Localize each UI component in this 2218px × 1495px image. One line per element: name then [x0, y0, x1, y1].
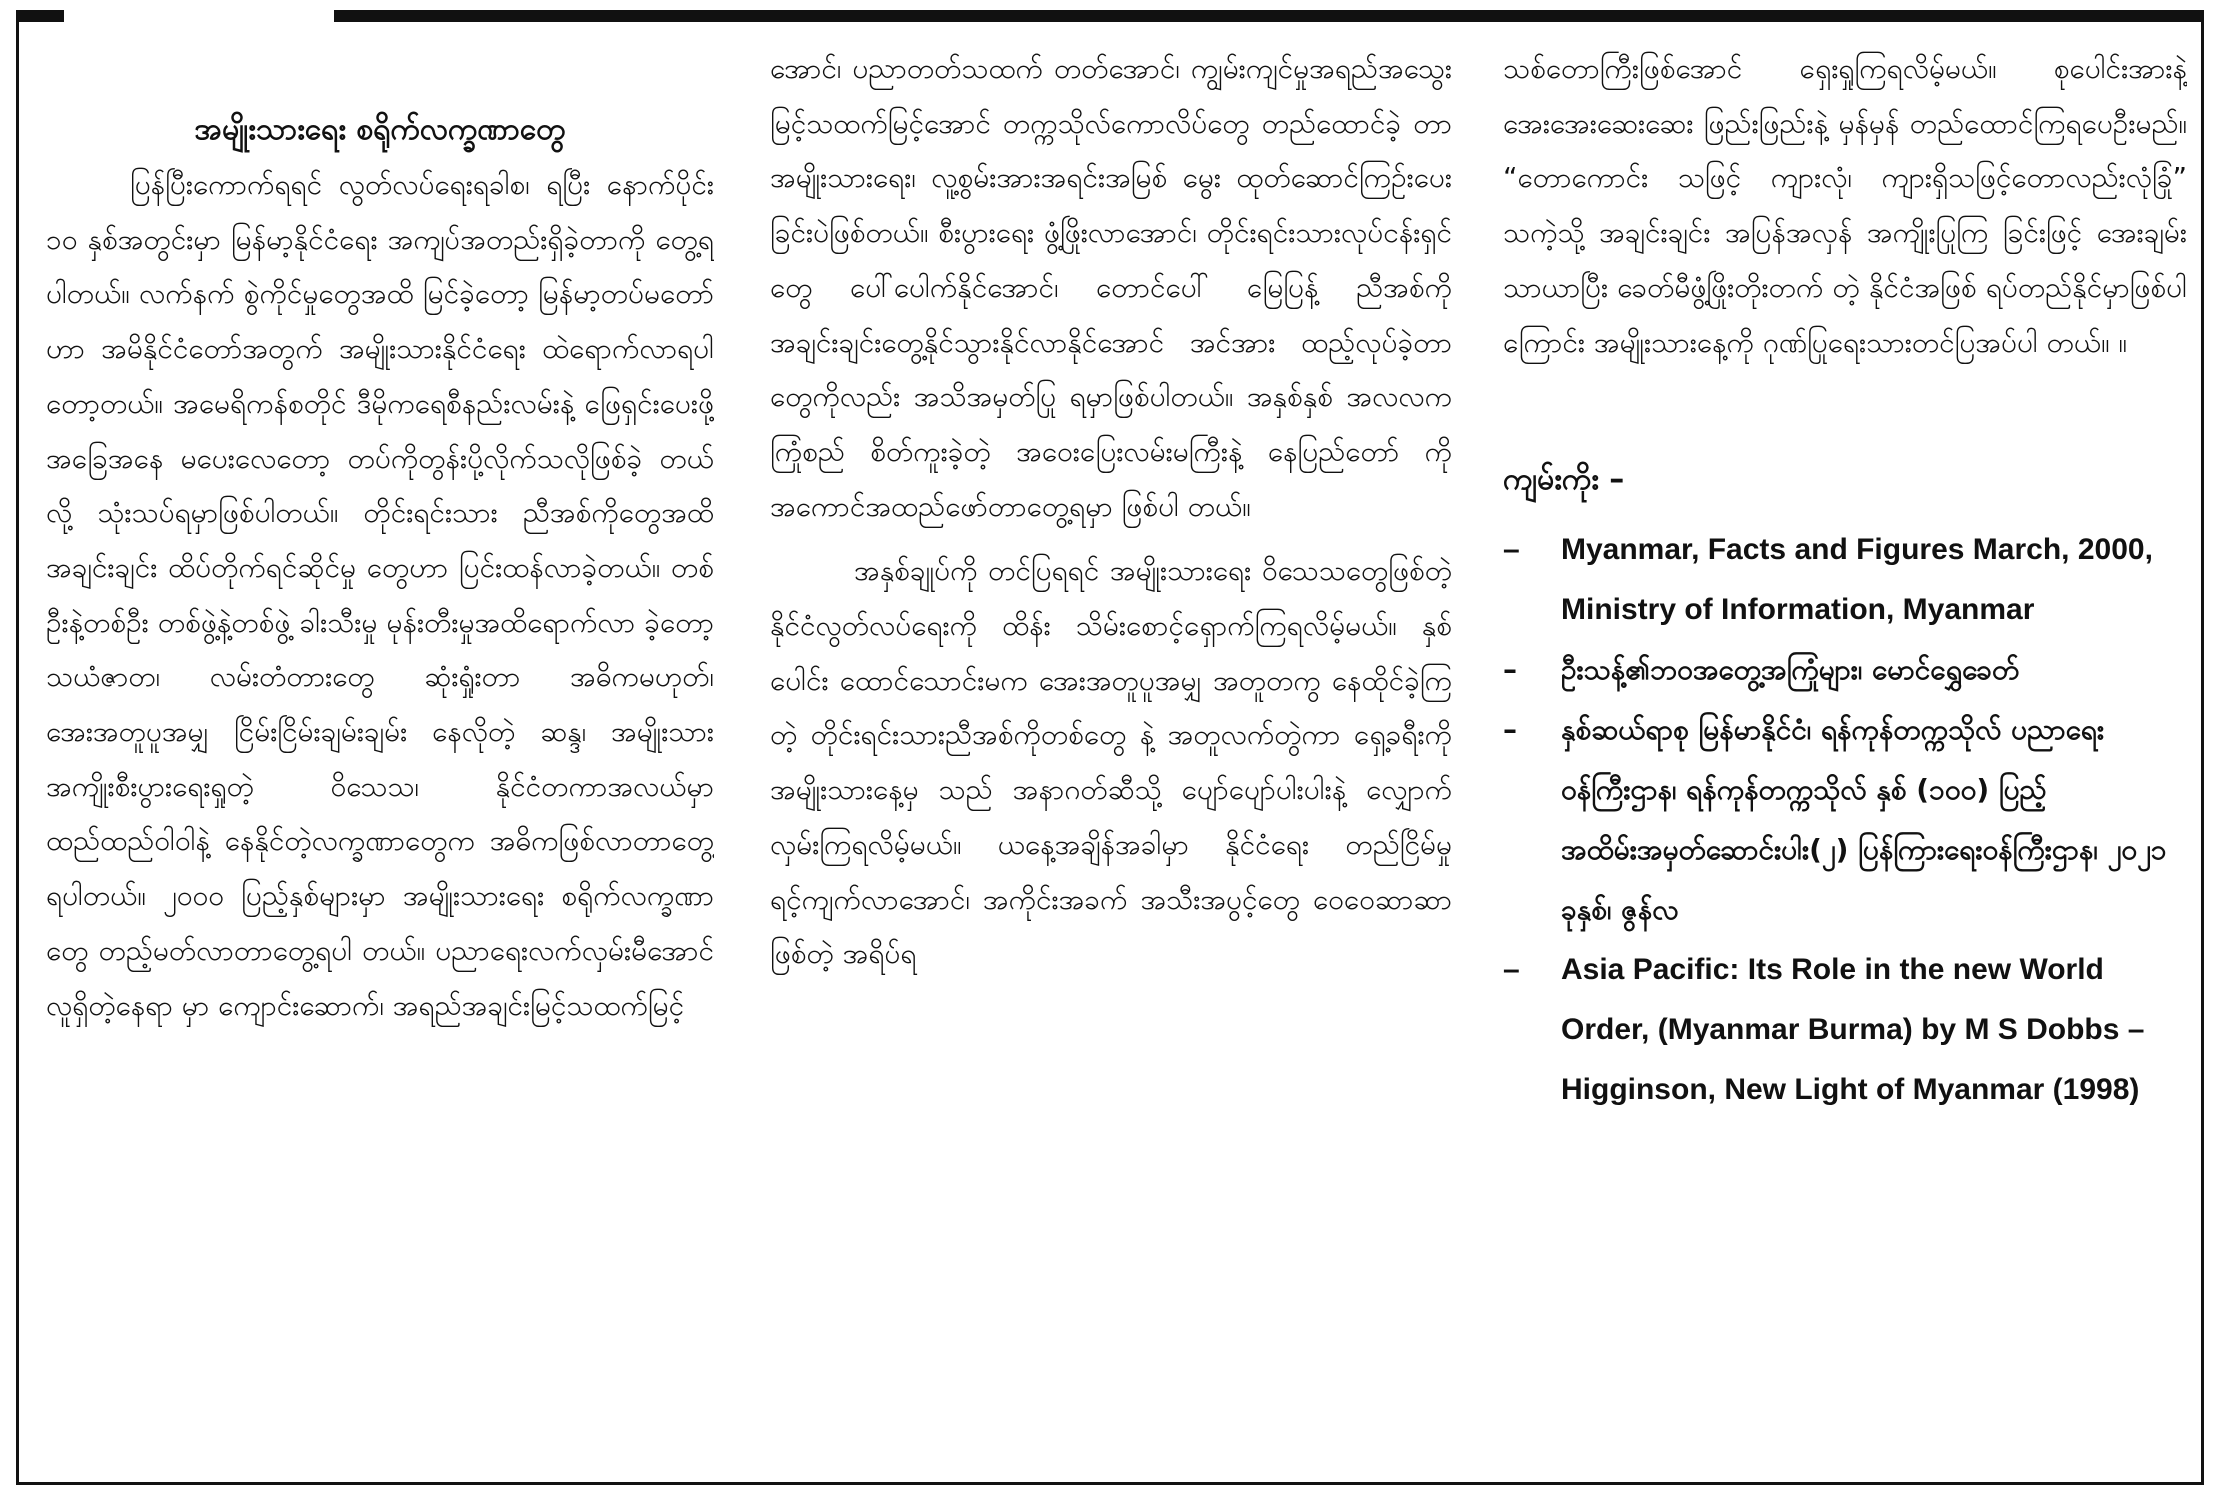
article-column-2: [770, 42, 1452, 1472]
body-paragraph: အောင်၊ ပညာတတ်သထက် တတ်အောင်၊ ကျွမ်းကျင်မှုအရည်အသွေး မြင့်သထက်မြင့်အောင် တက္ကသိုလ်ကောလိပ်တွေ တည်ထောင်ခဲ့ တာ အမျိုးသားရေး၊ လူ့စွမ်းအားအရင်းအမြစ် မွေး ထုတ်ဆောင်ကြဉ်းပေးခြင်းပဲဖြစ်တယ်။ စီးပွားရေး ဖွံ့ဖြိုးလာအောင်၊ တိုင်းရင်းသားလုပ်ငန်းရှင်တွေ ပေါ်ပေါက်နိုင်အောင်၊ တောင်ပေါ် မြေပြန့် ညီအစ်ကို အချင်းချင်းတွေ့နိုင်သွားနိုင်လာနိုင်အောင် အင်အား ထည့်လုပ်ခဲ့တာတွေကိုလည်း အသိအမှတ်ပြု ရမှာဖြစ်ပါတယ်။ အနှစ်နှစ် အလလက ကြုံစည် စိတ်ကူးခဲ့တဲ့ အဝေးပြေးလမ်းမကြီးနဲ့ နေပြည်တော် ကို အကောင်အထည်ဖော်တာတွေ့ရမှာ ဖြစ်ပါ တယ်။: [770, 52, 1452, 523]
reference-text: Myanmar, Facts and Figures March, 2000, Ministry of Information, Myanmar: [1561, 533, 2153, 627]
reference-dash: –: [1503, 713, 1517, 747]
reference-dash: –: [1503, 953, 1520, 987]
reference-dash: –: [1503, 533, 1520, 567]
body-paragraph: ပြန်ပြီးကောက်ရရင် လွတ်လပ်ရေးရခါစ၊ ရပြီး နောက်ပိုင်း ၁၀ နှစ်အတွင်းမှာ မြန်မာ့နိုင်ငံရေး အကျပ်အတည်းရှိခဲ့တာကို တွေ့ရပါတယ်။ လက်နက် စွဲကိုင်မှုတွေအထိ မြင်ခဲ့တော့ မြန်မာ့တပ်မတော် ဟာ အမိနိုင်ငံတော်အတွက် အမျိုးသားနိုင်ငံရေး ထဲရောက်လာရပါတော့တယ်။ အမေရိကန်စတိုင် ဒီမိုကရေစီနည်းလမ်းနဲ့ ဖြေရှင်းပေးဖို့ အခြေအနေ မပေးလေတော့ တပ်ကိုတွန်းပို့လိုက်သလိုဖြစ်ခဲ့ တယ်လို့ သုံးသပ်ရမှာဖြစ်ပါတယ်။ တိုင်းရင်းသား ညီအစ်ကိုတွေအထိ အချင်းချင်း ထိပ်တိုက်ရင်ဆိုင်မှု တွေဟာ ပြင်းထန်လာခဲ့တယ်။ တစ်ဦးနဲ့တစ်ဦး တစ်ဖွဲ့နဲ့တစ်ဖွဲ့ ခါးသီးမှု မုန်းတီးမှုအထိရောက်လာ ခဲ့တော့ သယံဇာတ၊ လမ်းတံတားတွေ ဆုံးရှုံးတာ အဓိကမဟုတ်၊ အေးအတူပူအမျှ ငြိမ်းငြိမ်းချမ်းချမ်း နေလိုတဲ့ ဆန္ဒ၊ အမျိုးသားအကျိုးစီးပွားရေးရှုတဲ့ ဝိသေသ၊ နိုင်ငံတကာအလယ်မှာ ထည်ထည်ဝါဝါနဲ့ နေနိုင်တဲ့လက္ခဏာတွေက အဓိကဖြစ်လာတာတွေ့ ရပါတယ်။ ၂၀၀၀ ပြည့်နှစ်များမှာ အမျိုးသားရေး စရိုက်လက္ခဏာတွေ တည့်မတ်လာတာတွေ့ရပါ တယ်။ ပညာရေးလက်လှမ်းမီအောင် လူရှိတဲ့နေရာ မှာ ကျောင်းဆောက်၊ အရည်အချင်းမြင့်သထက်မြင့်: [46, 168, 714, 1022]
body-paragraph: သစ်တောကြီးဖြစ်အောင် ရှေးရှုကြရလိမ့်မယ်။ စုပေါင်းအားနဲ့ အေးအေးဆေးဆေး ဖြည်းဖြည်းနဲ့ မှန်မှန် တည်ထောင်ကြရပေဦးမည်။ “တောကောင်း သဖြင့် ကျားလုံ၊ ကျားရှိသဖြင့်တောလည်းလုံခြုံ” သကဲ့သို့ အချင်းချင်း အပြန်အလှန် အကျိုးပြုကြ ခြင်းဖြင့် အေးချမ်းသာယာပြီး ခေတ်မီဖွံ့ဖြိုးတိုးတက် တဲ့ နိုင်ငံအဖြစ် ရပ်တည်နိုင်မှာဖြစ်ပါကြောင်း အမျိုးသားနေ့ကို ဂုဏ်ပြုရေးသားတင်ပြအပ်ပါ တယ်။ ။: [1503, 52, 2187, 359]
reference-item: [1503, 640, 2187, 700]
reference-text: Asia Pacific: Its Role in the new World Order, (Myanmar Burma) by M S Dobbs –Higginson, New Light of Myanmar (1998): [1561, 953, 2145, 1107]
reference-item: [1503, 700, 2187, 940]
article-column-1: [46, 42, 714, 1472]
article-column-3: [1503, 42, 2187, 1472]
reference-item: [1503, 520, 2187, 640]
references-list: [1503, 520, 2187, 1120]
references-heading: ကျမ်းကိုး –: [1503, 462, 1625, 498]
section-heading: အမျိုးသားရေး စရိုက်လက္ခဏာတွေ: [194, 112, 566, 147]
reference-text: ဦးသန့်၏ဘဝအတွေ့အကြုံများ၊ မောင်ရွှေခေတ်: [1561, 653, 2020, 687]
reference-dash: –: [1503, 653, 1517, 687]
body-paragraph: အနှစ်ချုပ်ကို တင်ပြရရင် အမျိုးသားရေး ဝိသေသတွေဖြစ်တဲ့ နိုင်ငံလွတ်လပ်ရေးကို ထိန်း သိမ်းစောင့်ရှောက်ကြရလိမ့်မယ်။ နှစ်ပေါင်း ထောင်သောင်းမက အေးအတူပူအမျှ အတူတကွ နေထိုင်ခဲ့ကြတဲ့ တိုင်းရင်းသားညီအစ်ကိုတစ်တွေ နဲ့ အတူလက်တွဲကာ ရှေ့ခရီးကို အမျိုးသားနေ့မှ သည် အနာဂတ်ဆီသို့ ပျော်ပျော်ပါးပါးနဲ့ လျှောက် လှမ်းကြရလိမ့်မယ်။ ယနေ့အချိန်အခါမှာ နိုင်ငံရေး တည်ငြိမ်မှု ရင့်ကျက်လာအောင်၊ အကိုင်းအခက် အသီးအပွင့်တွေ ဝေဝေဆာဆာဖြစ်တဲ့ အရိပ်ရ: [770, 554, 1452, 971]
reference-item: [1503, 940, 2187, 1120]
reference-text: နှစ်ဆယ်ရာစု မြန်မာနိုင်ငံ၊ ရန်ကုန်တက္ကသိုလ် ပညာရေးဝန်ကြီးဌာန၊ ရန်ကုန်တက္ကသိုလ် နှစ် (၁၀၀) ပြည့် အထိမ်းအမှတ်ဆောင်းပါး(၂) ပြန်ကြားရေးဝန်ကြီးဌာန၊ ၂၀၂၁ ခုနှစ်၊ ဇွန်လ: [1561, 713, 2167, 927]
border-tab-gap: [64, 10, 334, 23]
